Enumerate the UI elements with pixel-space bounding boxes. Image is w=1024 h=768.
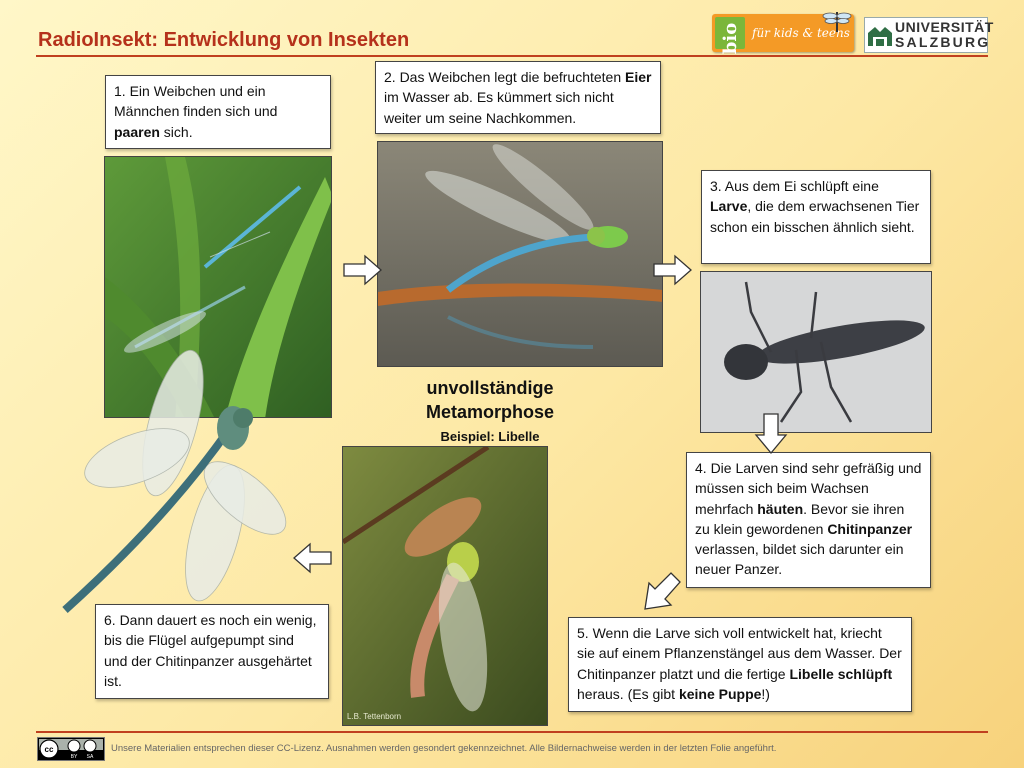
step-1-box [105, 75, 331, 149]
step-5-box [568, 617, 912, 712]
metamorphosis-subtitle: Beispiel: Libelle [440, 429, 540, 444]
step-5-text-mid: heraus. (Es gibt [577, 685, 679, 702]
cc-badge-label: cc [44, 745, 54, 754]
cc-badge-sa: SA [86, 754, 94, 760]
cc-by-sa-icon [38, 738, 104, 760]
step-4-box [686, 452, 931, 588]
university-crest-icon [867, 23, 893, 47]
step-5-keyword-2: keine Puppe [678, 685, 762, 702]
arrow-down-left-icon [642, 572, 682, 612]
step-2-keyword: Eier [625, 69, 652, 85]
step-3-text-end: , die dem erwachsenen Tier schon ein bisschen ähnlich sieht. [710, 198, 920, 235]
emerging-dragonfly-photo [342, 446, 548, 726]
dragonfly-logo-icon [822, 8, 852, 34]
bio-logo-text: für kids & teens [752, 26, 850, 40]
step-4-text-end: verlassen, bildet sich darunter ein neuer Panzer. [695, 541, 904, 578]
arrow-right-1-icon [343, 254, 383, 286]
adult-dragonfly-illustration [55, 348, 290, 620]
step-5-text: 5. Wenn die Larve sich voll entwickelt hat, kriecht sie auf einem Pflanzenstängel aus dem Wasser. Der Chitinpanzer platzt und die fertige [577, 625, 902, 682]
university-logo-line2: SALZBURG [895, 34, 991, 50]
cc-license-badge[interactable] [37, 737, 105, 761]
step-1-text: 1. Ein Weibchen und ein Männchen finden sich und [114, 83, 278, 120]
step-3-box [701, 170, 931, 264]
step-5-text-end: !) [761, 685, 770, 702]
step-4-text-mid: . Bevor sie ihren zu klein gewordenen [695, 500, 905, 537]
step-2-text-end: im Wasser ab. Es kümmert sich nicht weiter um seine Nachkommen. [384, 89, 614, 126]
step-4-keyword-2: Chitinpanzer [827, 520, 913, 537]
cc-badge-by: BY [70, 754, 78, 760]
bio-logo-mark-text: bio [720, 22, 742, 55]
step-3-text: 3. Aus dem Ei schlüpft eine [710, 178, 879, 194]
step-1-text-end: sich. [159, 123, 193, 140]
header-divider [36, 55, 988, 57]
larva-photo [700, 271, 932, 433]
photo-credit: L.B. Tettenborn [347, 712, 402, 721]
arrow-down-icon [754, 413, 788, 455]
arrow-right-2-icon [653, 254, 693, 286]
university-logo-line1: UNIVERSITÄT [895, 19, 994, 35]
license-text: Unsere Materialien entsprechen dieser CC-Lizenz. Ausnahmen werden gesondert gekennzeichnet. Alle Bildernachweise werden in der letzten Folie angeführt. [111, 743, 777, 754]
step-4-keyword-1: häuten [757, 500, 804, 517]
step-2-box [375, 61, 661, 134]
step-3-keyword: Larve [710, 198, 748, 215]
step-6-text: 6. Dann dauert es noch ein wenig, bis die Flügel aufgepumpt sind und der Chitinpanzer ausgehärtet ist. [104, 612, 317, 689]
metamorphosis-title: unvollständige Metamorphose [425, 378, 555, 423]
footer-divider [36, 731, 988, 733]
step-4-text: 4. Die Larven sind sehr gefräßig und müssen sich beim Wachsen mehrfach [695, 460, 922, 517]
step-2-text: 2. Das Weibchen legt die befruchteten [384, 69, 626, 85]
step-5-keyword-1: Libelle schlüpft [789, 665, 893, 682]
university-logo [864, 17, 994, 53]
page-title: RadioInsekt: Entwicklung von Insekten [38, 29, 410, 51]
bio-logo [712, 14, 854, 55]
step-1-keyword: paaren [114, 123, 160, 140]
arrow-left-icon [292, 542, 332, 574]
egg-laying-photo [377, 141, 663, 367]
